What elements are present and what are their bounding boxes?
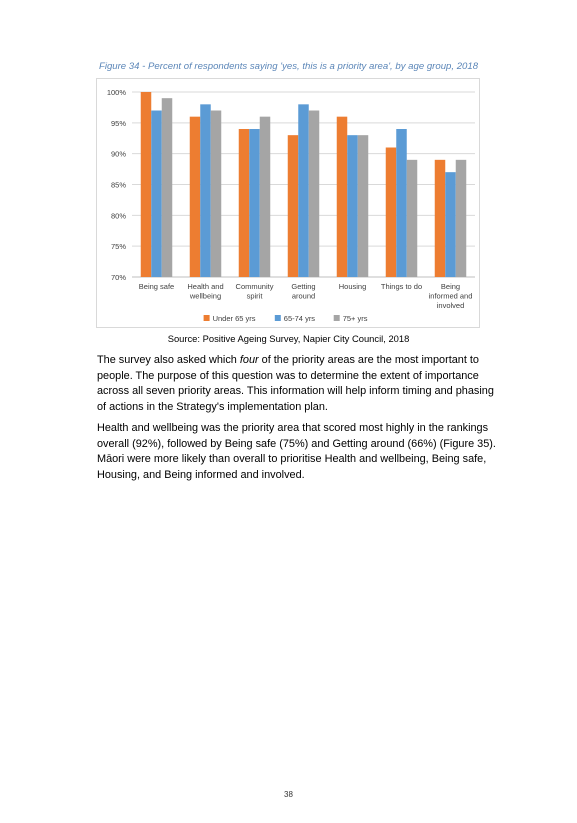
bar — [151, 111, 162, 278]
paragraph-text: The survey also asked which — [97, 354, 240, 366]
x-tick-label: wellbeing — [189, 291, 222, 301]
bar — [347, 135, 358, 277]
x-tick-label: Being — [440, 282, 461, 291]
bar — [445, 172, 456, 277]
x-tick-label: Community — [235, 282, 274, 291]
x-tick-label: involved — [436, 301, 465, 310]
bar — [288, 135, 299, 277]
bar — [162, 98, 173, 277]
y-tick-label: 90% — [110, 149, 126, 159]
bar — [298, 104, 309, 277]
bar — [309, 111, 320, 278]
bar — [239, 129, 250, 277]
legend-swatch — [334, 315, 340, 321]
y-tick-label: 95% — [110, 118, 126, 128]
x-tick-label: Health and — [187, 282, 224, 291]
y-tick-label: 70% — [110, 273, 126, 282]
x-tick-label: Housing — [338, 282, 367, 291]
chart-canvas — [97, 79, 481, 329]
page-number: 38 — [284, 790, 293, 799]
bar — [200, 104, 211, 277]
bar-chart — [96, 78, 480, 328]
legend-label: Under 65 yrs — [212, 314, 256, 323]
bar — [386, 148, 397, 278]
x-tick-label: spirit — [246, 291, 263, 301]
y-tick-label: 80% — [110, 211, 126, 221]
figure-caption: Figure 34 - Percent of respondents saying 'yes, this is a priority area', by age group, 2018 — [98, 61, 479, 72]
legend-swatch — [204, 315, 210, 321]
bar — [190, 117, 201, 277]
bar — [456, 160, 467, 277]
bar — [211, 111, 222, 278]
legend-label: 65-74 yrs — [283, 314, 316, 323]
legend-label: 75+ yrs — [342, 314, 368, 323]
x-tick-label: informed and — [428, 291, 473, 301]
x-tick-label: around — [291, 291, 316, 301]
paragraph-text: of the priority areas are the most important to people. The purpose of this question was to determine the extent of importance across all seven priority areas. This information will help inform timing and phasing of actions in the Strategy's implementation plan. — [97, 354, 494, 413]
x-tick-label: Things to do — [380, 282, 423, 291]
bar — [358, 135, 369, 277]
paragraph-rankings: Health and wellbeing was the priority area that scored most highly in the rankings overall (92%), followed by Being safe (75%) and Getting around (66%) (Figure 35). Māori were more likely than overall to prioritise Health and wellbeing, Being safe, Housing, and Being informed and involved. — [97, 422, 496, 481]
bar — [337, 117, 348, 277]
figure-source: Source: Positive Ageing Survey, Napier City Council, 2018 — [167, 333, 410, 344]
bar — [141, 92, 152, 277]
bar — [249, 129, 260, 277]
legend-swatch — [275, 315, 281, 321]
emphasis-text: four — [239, 354, 259, 366]
y-tick-label: 100% — [106, 88, 126, 97]
x-tick-label: Being safe — [138, 282, 175, 291]
y-tick-label: 85% — [110, 180, 126, 190]
bar — [435, 160, 446, 277]
bar — [260, 117, 271, 277]
bar — [407, 160, 418, 277]
x-tick-label: Getting — [291, 282, 316, 291]
bar — [396, 129, 407, 277]
paragraph-priority-question — [97, 353, 497, 415]
y-tick-label: 75% — [110, 242, 126, 252]
